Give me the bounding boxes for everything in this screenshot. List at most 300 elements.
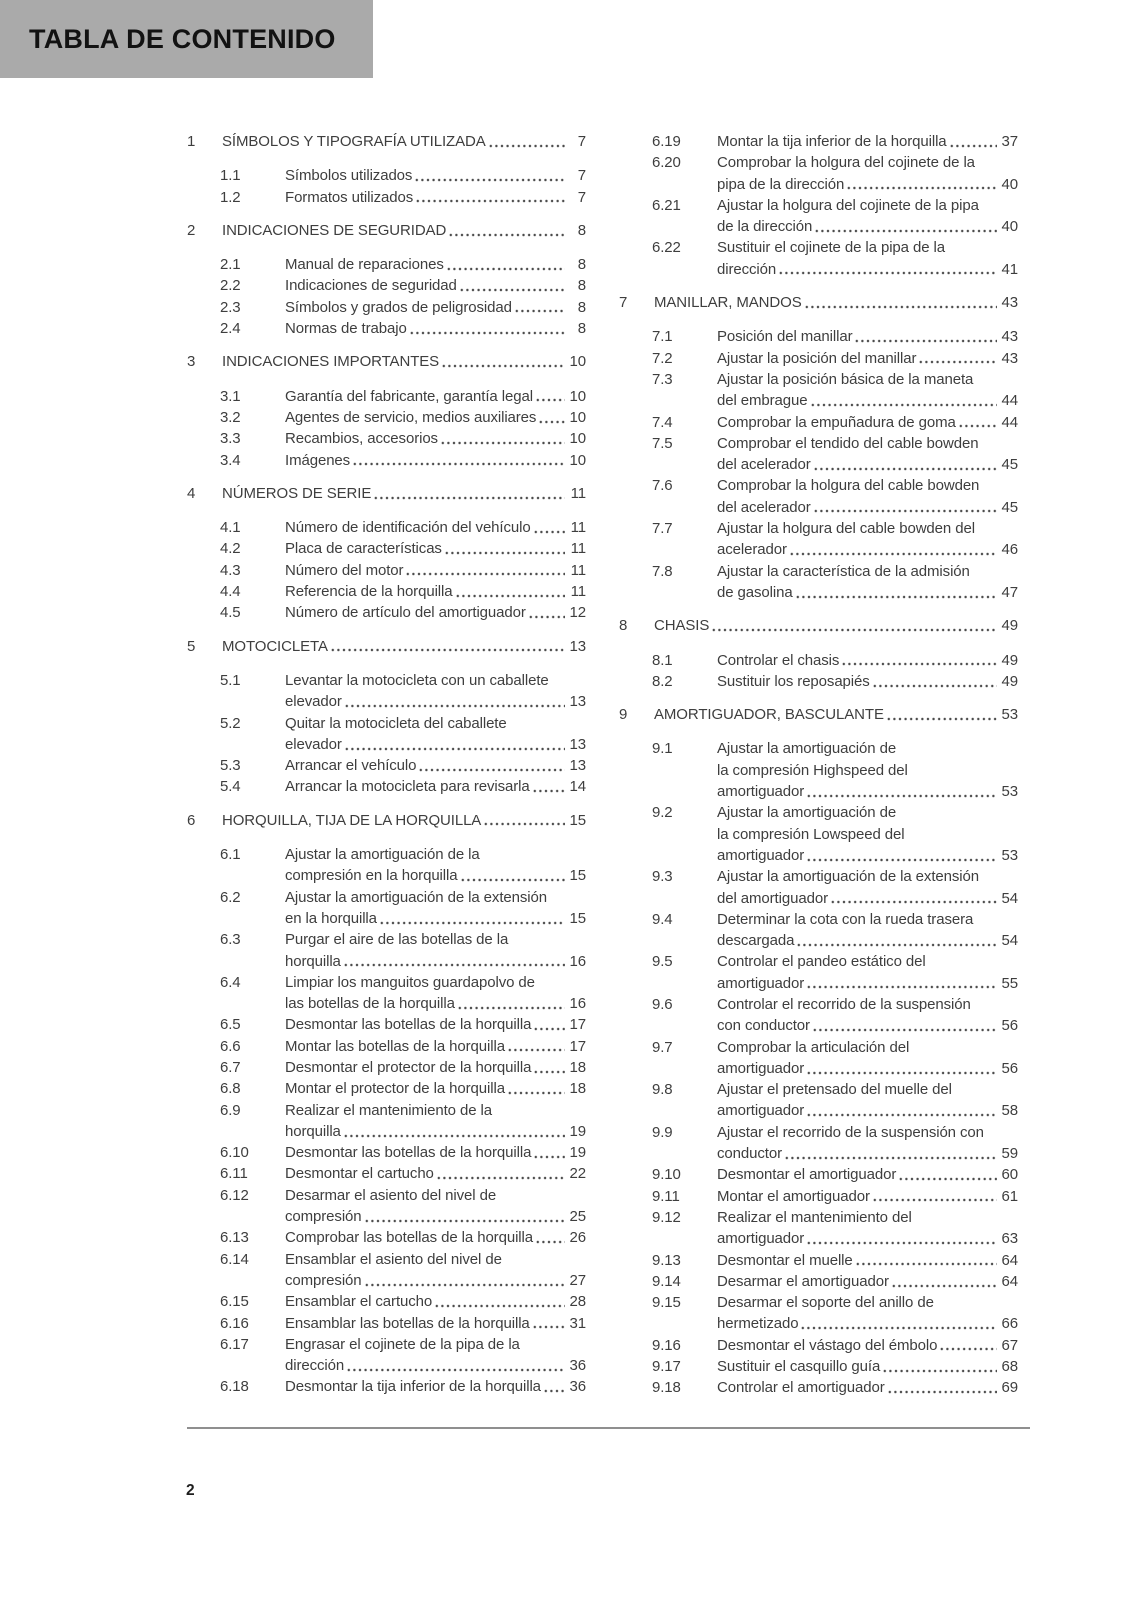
entry-title xyxy=(717,326,1018,347)
entry-title xyxy=(717,1335,1018,1356)
entry-title-text: Número de identificación del vehículo xyxy=(285,519,531,537)
entry-title-line xyxy=(222,351,586,372)
entry-page-number: 47 xyxy=(1001,583,1018,601)
dot-leader-icon xyxy=(405,560,565,581)
entry-page-number: 58 xyxy=(1001,1102,1018,1120)
entry-number: 6.19 xyxy=(652,133,681,150)
dot-leader-icon xyxy=(806,1100,997,1121)
dot-leader-icon xyxy=(352,450,565,471)
entry-title xyxy=(717,561,1018,604)
dot-leader-icon xyxy=(379,908,565,929)
entry-title-line: Ajustar la característica de la admisión xyxy=(717,562,970,580)
toc-section-entry xyxy=(220,1227,586,1248)
toc-section-entry xyxy=(220,581,586,602)
entry-page-number: 11 xyxy=(570,484,586,502)
entry-title xyxy=(285,1142,586,1163)
entry-title-text: Arrancar la motocicleta para revisarla xyxy=(285,778,530,796)
entry-title xyxy=(285,972,586,1015)
entry-number: 2 xyxy=(187,221,196,239)
entry-number: 7.3 xyxy=(652,370,673,388)
entry-page-number: 19 xyxy=(569,1144,586,1162)
toc-section-entry xyxy=(652,1037,1018,1080)
entry-title-line: la compresión Highspeed del xyxy=(717,761,908,779)
entry-title-line xyxy=(717,650,1018,671)
entry-number: 9 xyxy=(619,706,628,724)
entry-title xyxy=(285,318,586,339)
entry-title-text: con conductor xyxy=(717,1017,810,1035)
entry-title-text: Controlar el chasis xyxy=(717,651,840,669)
entry-title-text: Sustituir los reposapiés xyxy=(717,672,870,690)
dot-leader-icon xyxy=(784,1143,997,1164)
entry-title-line xyxy=(285,993,586,1014)
entry-title-line xyxy=(717,326,1018,347)
entry-title-text: Montar las botellas de la horquilla xyxy=(285,1037,505,1055)
toc-section-entry xyxy=(652,152,1018,195)
entry-number: 3.4 xyxy=(220,451,241,469)
entry-title xyxy=(717,1250,1018,1271)
dot-leader-icon xyxy=(538,407,565,428)
entry-page-number: 53 xyxy=(1001,706,1018,724)
entry-page-number: 15 xyxy=(569,909,586,927)
entry-title-text: Manual de reparaciones xyxy=(285,256,444,274)
entry-title-line xyxy=(285,428,586,449)
entry-title xyxy=(717,1207,1018,1250)
entry-title-line xyxy=(717,930,1018,951)
entry-title-line xyxy=(717,131,1018,152)
dot-leader-icon xyxy=(855,1250,997,1271)
entry-title-line xyxy=(654,704,1018,725)
dot-leader-icon xyxy=(830,888,997,909)
entry-page-number: 55 xyxy=(1001,974,1018,992)
dot-leader-icon xyxy=(891,1271,997,1292)
entry-number: 2.4 xyxy=(220,320,241,338)
entry-title-line xyxy=(717,1356,1018,1377)
entry-title-line xyxy=(717,781,1018,802)
entry-title xyxy=(285,560,586,581)
dot-leader-icon xyxy=(455,581,565,602)
entry-page-number: 10 xyxy=(569,353,586,371)
entry-title-line: Ajustar la amortiguación de xyxy=(717,804,897,822)
dot-leader-icon xyxy=(533,517,565,538)
entry-page-number: 10 xyxy=(569,408,586,426)
dot-leader-icon xyxy=(533,1057,565,1078)
toc-section-entry xyxy=(220,275,586,296)
entry-page-number: 19 xyxy=(569,1122,586,1140)
entry-title-text: de gasolina xyxy=(717,583,793,601)
entry-page-number: 36 xyxy=(569,1357,586,1375)
entry-title-line xyxy=(285,1121,586,1142)
toc-column-right xyxy=(619,131,1018,1399)
entry-title-text: Ajustar la posición del manillar xyxy=(717,349,917,367)
entry-title-line: Ajustar la amortiguación de la xyxy=(285,846,480,864)
entry-title-text: horquilla xyxy=(285,1122,341,1140)
dot-leader-icon xyxy=(841,650,997,671)
entry-title-line xyxy=(285,1270,586,1291)
entry-title xyxy=(717,738,1018,802)
entry-title xyxy=(717,1037,1018,1080)
entry-title xyxy=(222,131,586,152)
entry-title xyxy=(285,929,586,972)
toc-section-entry xyxy=(220,1036,586,1057)
entry-number: 9.3 xyxy=(652,868,673,886)
entry-title-text: Ensamblar las botellas de la horquilla xyxy=(285,1314,530,1332)
entry-title-line xyxy=(222,131,586,152)
toc-section-entry xyxy=(652,412,1018,433)
entry-title-text: en la horquilla xyxy=(285,909,377,927)
dot-leader-icon xyxy=(444,538,565,559)
entry-title-text: compresión xyxy=(285,1208,362,1226)
entry-title xyxy=(285,1376,586,1397)
entry-page-number: 36 xyxy=(569,1378,586,1396)
entry-number: 9.14 xyxy=(652,1272,681,1290)
toc-section-entry xyxy=(220,1313,586,1334)
entry-page-number: 13 xyxy=(569,693,586,711)
entry-number: 6.1 xyxy=(220,846,241,864)
entry-title xyxy=(285,517,586,538)
toc-section-entry xyxy=(220,254,586,275)
page-header xyxy=(0,0,373,78)
dot-leader-icon xyxy=(796,930,997,951)
entry-title-line xyxy=(285,1376,586,1397)
entry-title-line: Engrasar el cojinete de la pipa de la xyxy=(285,1335,520,1353)
toc-section-entry xyxy=(652,1164,1018,1185)
entry-number: 6.16 xyxy=(220,1314,249,1332)
entry-title xyxy=(717,1356,1018,1377)
entry-title-text: INDICACIONES DE SEGURIDAD xyxy=(222,221,447,239)
entry-page-number: 11 xyxy=(570,583,586,601)
entry-title-line: Levantar la motocicleta con un caballete xyxy=(285,671,549,689)
entry-page-number: 45 xyxy=(1001,456,1018,474)
entry-number: 7.6 xyxy=(652,477,673,495)
entry-page-number: 11 xyxy=(570,519,586,537)
entry-title-line xyxy=(285,1313,586,1334)
footer-rule xyxy=(187,1427,1030,1429)
entry-title-text: Sustituir el casquillo guía xyxy=(717,1358,881,1376)
toc-section-entry xyxy=(220,1334,586,1377)
entry-title-line xyxy=(222,483,586,504)
entry-number: 8.2 xyxy=(652,672,673,690)
entry-title-text: descargada xyxy=(717,932,795,950)
entry-title-text: Número del motor xyxy=(285,561,404,579)
dot-leader-icon xyxy=(806,973,997,994)
entry-title-line xyxy=(285,538,586,559)
dot-leader-icon xyxy=(507,1078,565,1099)
toc-section-entry xyxy=(220,755,586,776)
entry-title-text: MOTOCICLETA xyxy=(222,637,328,655)
entry-page-number: 69 xyxy=(1001,1379,1018,1397)
dot-leader-icon xyxy=(441,351,565,372)
entry-page-number: 17 xyxy=(569,1016,586,1034)
entry-page-number: 7 xyxy=(577,133,586,150)
entry-page-number: 49 xyxy=(1001,617,1018,635)
entry-title-line: Ajustar la holgura del cable bowden del xyxy=(717,520,975,538)
entry-number: 4.4 xyxy=(220,583,241,601)
entry-title xyxy=(285,187,586,208)
entry-number: 4.3 xyxy=(220,561,241,579)
entry-title xyxy=(717,1122,1018,1165)
entry-page-number: 18 xyxy=(569,1058,586,1076)
entry-title-text: Desmontar el amortiguador xyxy=(717,1166,897,1184)
dot-leader-icon xyxy=(886,704,997,725)
dot-leader-icon xyxy=(533,1014,565,1035)
entry-title-text: Recambios, accesorios xyxy=(285,430,438,448)
toc-section-entry xyxy=(652,518,1018,561)
entry-title-line: Sustituir el cojinete de la pipa de la xyxy=(717,239,946,257)
dot-leader-icon xyxy=(344,691,565,712)
entry-title-line: Ajustar la amortiguación de xyxy=(717,740,897,758)
entry-number: 6.8 xyxy=(220,1080,241,1098)
entry-title-line: Comprobar el tendido del cable bowden xyxy=(717,434,979,452)
entry-number: 2.3 xyxy=(220,298,241,316)
entry-title xyxy=(285,755,586,776)
entry-title-text: Desmontar las botellas de la horquilla xyxy=(285,1144,532,1162)
entry-number: 6.7 xyxy=(220,1058,241,1076)
entry-number: 6.9 xyxy=(220,1101,241,1119)
entry-title-text: horquilla xyxy=(285,952,341,970)
entry-title-line xyxy=(285,187,586,208)
entry-title xyxy=(285,1014,586,1035)
entry-title xyxy=(654,704,1018,725)
entry-number: 7.1 xyxy=(652,328,673,346)
entry-page-number: 10 xyxy=(569,387,586,405)
entry-page-number: 66 xyxy=(1001,1315,1018,1333)
entry-title xyxy=(285,1291,586,1312)
toc-section-entry xyxy=(220,1291,586,1312)
entry-page-number: 18 xyxy=(569,1080,586,1098)
entry-title-line xyxy=(717,1377,1018,1398)
entry-title-text: Arrancar el vehículo xyxy=(285,757,417,775)
dot-leader-icon xyxy=(488,131,565,152)
toc-section-entry xyxy=(652,475,1018,518)
dot-leader-icon xyxy=(813,497,997,518)
entry-title-text: amortiguador xyxy=(717,1059,805,1077)
entry-title-text: del acelerador xyxy=(717,498,811,516)
entry-page-number: 53 xyxy=(1001,846,1018,864)
entry-page-number: 14 xyxy=(569,778,586,796)
entry-title xyxy=(717,131,1018,152)
toc-section-entry xyxy=(220,670,586,713)
entry-number: 9.4 xyxy=(652,910,673,928)
entry-number: 6.11 xyxy=(220,1165,248,1183)
entry-page-number: 7 xyxy=(577,188,586,206)
dot-leader-icon xyxy=(436,1163,565,1184)
toc-section-entry xyxy=(220,1185,586,1228)
dot-leader-icon xyxy=(872,671,997,692)
entry-title-line: Limpiar los manguitos guardapolvo de xyxy=(285,973,535,991)
entry-number: 7.7 xyxy=(652,520,673,538)
entry-title-text: Desmontar el vástago del émbolo xyxy=(717,1336,938,1354)
entry-page-number: 45 xyxy=(1001,498,1018,516)
entry-page-number: 13 xyxy=(569,757,586,775)
entry-title-line xyxy=(285,691,586,712)
entry-title xyxy=(717,1186,1018,1207)
entry-title-line xyxy=(222,220,586,241)
entry-title xyxy=(717,909,1018,952)
entry-number: 6.15 xyxy=(220,1293,249,1311)
entry-title xyxy=(285,670,586,713)
dot-leader-icon xyxy=(778,259,997,280)
toc-section-entry xyxy=(652,195,1018,238)
entry-number: 6.22 xyxy=(652,239,681,257)
entry-title-line: Ajustar la posición básica de la maneta xyxy=(717,370,974,388)
toc-section-entry xyxy=(220,713,586,756)
dot-leader-icon xyxy=(346,1355,565,1376)
entry-page-number: 11 xyxy=(570,540,586,558)
entry-page-number: 63 xyxy=(1001,1230,1018,1248)
entry-title xyxy=(717,994,1018,1037)
toc-section-entry xyxy=(220,929,586,972)
entry-title-text: conductor xyxy=(717,1145,782,1163)
entry-title-text: dirección xyxy=(717,260,777,278)
entry-number: 9.8 xyxy=(652,1081,673,1099)
entry-title-text: amortiguador xyxy=(717,1102,805,1120)
toc-section-entry xyxy=(220,297,586,318)
entry-number: 9.16 xyxy=(652,1336,681,1354)
entry-title xyxy=(285,1078,586,1099)
entry-title xyxy=(285,386,586,407)
entry-number: 6.14 xyxy=(220,1250,249,1268)
entry-title-line xyxy=(654,292,1018,313)
entry-title-text: INDICACIONES IMPORTANTES xyxy=(222,353,440,371)
entry-title-line xyxy=(654,615,1018,636)
entry-title-line xyxy=(717,845,1018,866)
entry-number: 2.1 xyxy=(220,256,241,274)
dot-leader-icon xyxy=(535,386,565,407)
entry-title-line xyxy=(717,1164,1018,1185)
entry-number: 9.9 xyxy=(652,1123,673,1141)
entry-title-text: Ensamblar el cartucho xyxy=(285,1293,433,1311)
entry-title xyxy=(285,1036,586,1057)
toc-section-entry xyxy=(652,738,1018,802)
entry-title-line xyxy=(717,497,1018,518)
entry-title-text: Desarmar el amortiguador xyxy=(717,1272,889,1290)
entry-title-text: MANILLAR, MANDOS xyxy=(654,294,802,312)
entry-title-line: Purgar el aire de las botellas de la xyxy=(285,931,509,949)
toc-section-entry xyxy=(652,237,1018,280)
dot-leader-icon xyxy=(414,165,565,186)
dot-leader-icon xyxy=(409,318,565,339)
entry-title-text: del amortiguador xyxy=(717,889,828,907)
entry-title xyxy=(717,1271,1018,1292)
entry-title xyxy=(285,538,586,559)
entry-title-line xyxy=(285,1078,586,1099)
dot-leader-icon xyxy=(872,1186,997,1207)
entry-title-text: amortiguador xyxy=(717,1230,805,1248)
entry-title-line xyxy=(717,671,1018,692)
entry-title-text: Comprobar la empuñadura de goma xyxy=(717,413,956,431)
entry-title-text: del acelerador xyxy=(717,456,811,474)
entry-title xyxy=(717,195,1018,238)
entry-title xyxy=(717,369,1018,412)
entry-number: 4.1 xyxy=(220,519,241,537)
toc-section-entry xyxy=(220,776,586,797)
dot-leader-icon xyxy=(330,636,565,657)
entry-title-line xyxy=(285,297,586,318)
dot-leader-icon xyxy=(795,582,997,603)
entry-title xyxy=(717,650,1018,671)
entry-title xyxy=(717,152,1018,195)
dot-leader-icon xyxy=(949,131,997,152)
entry-title-line xyxy=(717,973,1018,994)
entry-page-number: 27 xyxy=(569,1271,586,1289)
dot-leader-icon xyxy=(457,993,565,1014)
entry-number: 6.21 xyxy=(652,196,681,214)
entry-title-line xyxy=(717,1058,1018,1079)
entry-number: 3.2 xyxy=(220,408,241,426)
entry-title xyxy=(717,1292,1018,1335)
dot-leader-icon xyxy=(446,254,565,275)
entry-page-number: 64 xyxy=(1001,1251,1018,1269)
entry-number: 4 xyxy=(187,484,196,502)
entry-number: 5.1 xyxy=(220,671,241,689)
entry-title-line xyxy=(717,348,1018,369)
entry-title xyxy=(285,1313,586,1334)
entry-number: 9.1 xyxy=(652,740,673,758)
entry-page-number: 8 xyxy=(577,320,586,338)
toc-chapter-entry xyxy=(619,615,1018,636)
entry-title-text: NÚMEROS DE SERIE xyxy=(222,484,372,502)
entry-title-text: SÍMBOLOS Y TIPOGRAFÍA UTILIZADA xyxy=(222,133,486,150)
entry-title-line xyxy=(222,810,586,831)
entry-page-number: 25 xyxy=(569,1208,586,1226)
entry-title xyxy=(717,412,1018,433)
dot-leader-icon xyxy=(814,216,997,237)
entry-title-line xyxy=(717,1228,1018,1249)
toc-section-entry xyxy=(220,1100,586,1143)
entry-number: 1.2 xyxy=(220,188,241,206)
entry-title-line xyxy=(717,1015,1018,1036)
toc-chapter-entry xyxy=(187,810,586,831)
page-number: 2 xyxy=(186,1482,195,1499)
page-title: TABLA DE CONTENIDO xyxy=(29,23,336,54)
entry-title-line xyxy=(717,1100,1018,1121)
entry-number: 6.5 xyxy=(220,1016,241,1034)
toc-chapter-entry xyxy=(187,220,586,241)
dot-leader-icon xyxy=(373,483,565,504)
toc-section-entry xyxy=(220,1249,586,1292)
entry-title xyxy=(654,292,1018,313)
entry-title-line xyxy=(285,1355,586,1376)
entry-number: 4.5 xyxy=(220,604,241,622)
entry-title xyxy=(717,348,1018,369)
entry-number: 5.4 xyxy=(220,778,241,796)
entry-title-text: hermetizado xyxy=(717,1315,799,1333)
toc-section-entry xyxy=(652,1250,1018,1271)
toc-section-entry xyxy=(220,386,586,407)
entry-title-line xyxy=(285,1206,586,1227)
entry-title-line: Controlar el recorrido de la suspensión xyxy=(717,995,971,1013)
toc-column-left xyxy=(187,131,586,1399)
entry-title-line xyxy=(285,275,586,296)
entry-title-line xyxy=(285,776,586,797)
entry-title xyxy=(222,483,586,504)
entry-title xyxy=(285,275,586,296)
entry-number: 2.2 xyxy=(220,277,241,295)
entry-title-line: Comprobar la articulación del xyxy=(717,1038,910,1056)
toc-section-entry xyxy=(652,1356,1018,1377)
entry-number: 9.18 xyxy=(652,1379,681,1397)
dot-leader-icon xyxy=(440,428,565,449)
entry-title xyxy=(285,581,586,602)
toc-section-entry xyxy=(652,1271,1018,1292)
dot-leader-icon xyxy=(448,220,565,241)
toc-section-entry xyxy=(652,994,1018,1037)
entry-title-line xyxy=(717,454,1018,475)
entry-title-line xyxy=(285,734,586,755)
dot-leader-icon xyxy=(535,1227,565,1248)
entry-title xyxy=(285,428,586,449)
toc-section-entry xyxy=(652,348,1018,369)
